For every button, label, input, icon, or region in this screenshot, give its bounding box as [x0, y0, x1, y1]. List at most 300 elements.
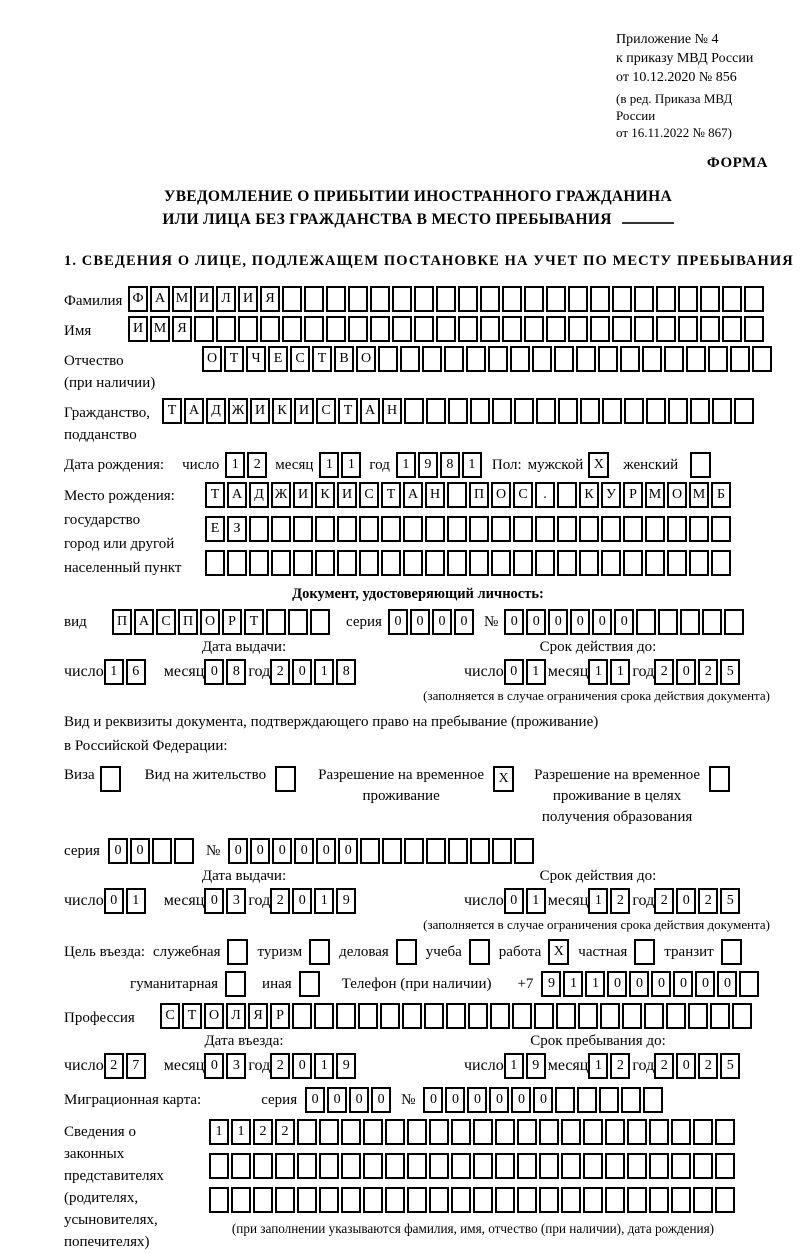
form-cell[interactable]: 0	[676, 888, 696, 914]
form-cell[interactable]	[407, 1153, 427, 1179]
purpose-transit-checkbox[interactable]	[721, 939, 742, 965]
form-cell[interactable]: Т	[162, 398, 182, 424]
form-cell[interactable]	[712, 398, 732, 424]
form-cell[interactable]	[535, 550, 555, 576]
form-cell[interactable]	[649, 1153, 669, 1179]
form-cell[interactable]	[360, 838, 380, 864]
form-cell[interactable]	[436, 316, 456, 342]
form-cell[interactable]	[209, 1153, 229, 1179]
form-cell[interactable]: М	[645, 482, 665, 508]
form-cell[interactable]: 1	[526, 659, 546, 685]
form-cell[interactable]	[689, 516, 709, 542]
form-cell[interactable]	[621, 1087, 641, 1113]
form-cell[interactable]	[152, 838, 172, 864]
form-cell[interactable]	[447, 550, 467, 576]
form-cell[interactable]: 2	[698, 1053, 718, 1079]
form-cell[interactable]: С	[160, 1003, 180, 1029]
form-cell[interactable]: 1	[504, 1053, 524, 1079]
form-cell[interactable]	[363, 1187, 383, 1213]
education-residence-checkbox[interactable]	[709, 766, 730, 792]
form-cell[interactable]	[744, 286, 764, 312]
form-cell[interactable]: 0	[504, 609, 524, 635]
representatives-row1-cells[interactable]	[209, 1119, 737, 1145]
form-cell[interactable]	[715, 1119, 735, 1145]
form-cell[interactable]	[513, 550, 533, 576]
form-cell[interactable]	[514, 398, 534, 424]
form-cell[interactable]	[623, 550, 643, 576]
form-cell[interactable]: 0	[388, 609, 408, 635]
form-cell[interactable]	[554, 346, 574, 372]
form-cell[interactable]	[407, 1187, 427, 1213]
citizenship-cells[interactable]	[162, 398, 756, 424]
form-cell[interactable]	[602, 398, 622, 424]
form-cell[interactable]	[297, 1119, 317, 1145]
form-cell[interactable]: П	[178, 609, 198, 635]
form-cell[interactable]	[580, 398, 600, 424]
form-cell[interactable]: Ф	[128, 286, 148, 312]
form-cell[interactable]: 2	[270, 888, 290, 914]
form-cell[interactable]: 2	[654, 888, 674, 914]
form-cell[interactable]	[664, 346, 684, 372]
form-cell[interactable]: 1	[314, 888, 334, 914]
form-cell[interactable]	[385, 1187, 405, 1213]
form-cell[interactable]: 2	[610, 888, 630, 914]
form-cell[interactable]	[722, 286, 742, 312]
form-cell[interactable]	[381, 516, 401, 542]
form-cell[interactable]: Т	[381, 482, 401, 508]
form-cell[interactable]: 0	[371, 1087, 391, 1113]
form-cell[interactable]: 9	[336, 1053, 356, 1079]
form-cell[interactable]: 0	[292, 888, 312, 914]
form-cell[interactable]: 9	[418, 452, 438, 478]
form-cell[interactable]: 1	[585, 971, 605, 997]
form-cell[interactable]	[583, 1153, 603, 1179]
form-cell[interactable]: 0	[316, 838, 336, 864]
form-cell[interactable]: Б	[711, 482, 731, 508]
form-cell[interactable]	[491, 550, 511, 576]
form-cell[interactable]: 0	[511, 1087, 531, 1113]
purpose-study-checkbox[interactable]	[469, 939, 490, 965]
birth-year-cells[interactable]	[396, 452, 484, 478]
form-cell[interactable]	[458, 316, 478, 342]
surname-cells[interactable]	[128, 286, 766, 312]
form-cell[interactable]: О	[204, 1003, 224, 1029]
form-cell[interactable]	[590, 316, 610, 342]
form-cell[interactable]	[473, 1153, 493, 1179]
form-cell[interactable]	[624, 398, 644, 424]
form-cell[interactable]: Т	[312, 346, 332, 372]
entry-month-cells[interactable]	[204, 1053, 248, 1079]
form-cell[interactable]	[326, 316, 346, 342]
form-cell[interactable]: Р	[623, 482, 643, 508]
form-cell[interactable]: 0	[651, 971, 671, 997]
form-cell[interactable]	[447, 516, 467, 542]
form-cell[interactable]	[495, 1187, 515, 1213]
form-cell[interactable]	[502, 316, 522, 342]
form-cell[interactable]	[359, 516, 379, 542]
form-cell[interactable]	[297, 1153, 317, 1179]
form-cell[interactable]: 2	[270, 1053, 290, 1079]
form-cell[interactable]	[404, 398, 424, 424]
form-cell[interactable]	[671, 1153, 691, 1179]
form-cell[interactable]: О	[200, 609, 220, 635]
form-cell[interactable]: О	[202, 346, 222, 372]
form-cell[interactable]: С	[359, 482, 379, 508]
form-cell[interactable]	[558, 398, 578, 424]
form-cell[interactable]: 1	[209, 1119, 229, 1145]
form-cell[interactable]: З	[227, 516, 247, 542]
form-cell[interactable]	[480, 286, 500, 312]
form-cell[interactable]	[634, 316, 654, 342]
form-cell[interactable]	[392, 286, 412, 312]
form-cell[interactable]	[451, 1187, 471, 1213]
form-cell[interactable]	[576, 346, 596, 372]
form-cell[interactable]: 1	[341, 452, 361, 478]
form-cell[interactable]	[693, 1119, 713, 1145]
form-cell[interactable]	[319, 1119, 339, 1145]
form-cell[interactable]: П	[469, 482, 489, 508]
form-cell[interactable]: 0	[108, 838, 128, 864]
form-cell[interactable]: 6	[126, 659, 146, 685]
form-cell[interactable]: 2	[698, 888, 718, 914]
form-cell[interactable]	[646, 398, 666, 424]
form-cell[interactable]	[341, 1153, 361, 1179]
form-cell[interactable]	[645, 550, 665, 576]
form-cell[interactable]: 0	[607, 971, 627, 997]
form-cell[interactable]	[656, 286, 676, 312]
form-cell[interactable]	[734, 398, 754, 424]
form-cell[interactable]	[678, 286, 698, 312]
form-cell[interactable]	[724, 609, 744, 635]
form-cell[interactable]: Д	[249, 482, 269, 508]
form-cell[interactable]	[601, 516, 621, 542]
form-cell[interactable]	[561, 1187, 581, 1213]
form-cell[interactable]: Р	[270, 1003, 290, 1029]
form-cell[interactable]	[326, 286, 346, 312]
form-cell[interactable]: 0	[130, 838, 150, 864]
form-cell[interactable]	[539, 1153, 559, 1179]
form-cell[interactable]	[555, 1087, 575, 1113]
form-cell[interactable]: Я	[172, 316, 192, 342]
form-cell[interactable]	[468, 1003, 488, 1029]
form-cell[interactable]	[556, 1003, 576, 1029]
form-cell[interactable]	[314, 1003, 334, 1029]
form-cell[interactable]	[403, 550, 423, 576]
form-cell[interactable]	[282, 316, 302, 342]
form-cell[interactable]: 0	[204, 888, 224, 914]
form-cell[interactable]	[363, 1153, 383, 1179]
form-cell[interactable]	[469, 516, 489, 542]
form-cell[interactable]: 0	[629, 971, 649, 997]
form-cell[interactable]: 0	[445, 1087, 465, 1113]
form-cell[interactable]	[732, 1003, 752, 1029]
form-cell[interactable]	[297, 1187, 317, 1213]
permit-series-cells[interactable]	[108, 838, 196, 864]
form-cell[interactable]	[488, 346, 508, 372]
form-cell[interactable]	[194, 316, 214, 342]
form-cell[interactable]	[534, 1003, 554, 1029]
form-cell[interactable]	[577, 1087, 597, 1113]
form-cell[interactable]: Я	[260, 286, 280, 312]
form-cell[interactable]	[470, 838, 490, 864]
doc-issue-month-cells[interactable]	[204, 659, 248, 685]
entry-year-cells[interactable]	[270, 1053, 358, 1079]
form-cell[interactable]	[275, 1153, 295, 1179]
form-cell[interactable]	[642, 346, 662, 372]
form-cell[interactable]	[700, 316, 720, 342]
form-cell[interactable]: О	[667, 482, 687, 508]
form-cell[interactable]: 2	[610, 1053, 630, 1079]
form-cell[interactable]	[448, 398, 468, 424]
form-cell[interactable]: О	[491, 482, 511, 508]
form-cell[interactable]	[315, 516, 335, 542]
form-cell[interactable]: 0	[292, 659, 312, 685]
form-cell[interactable]	[492, 838, 512, 864]
form-cell[interactable]	[402, 1003, 422, 1029]
form-cell[interactable]	[451, 1153, 471, 1179]
form-cell[interactable]: 2	[270, 659, 290, 685]
form-cell[interactable]	[337, 550, 357, 576]
form-cell[interactable]	[532, 346, 552, 372]
form-cell[interactable]	[238, 316, 258, 342]
purpose-private-checkbox[interactable]	[634, 939, 655, 965]
form-cell[interactable]: И	[128, 316, 148, 342]
form-cell[interactable]	[644, 1003, 664, 1029]
form-cell[interactable]: 0	[592, 609, 612, 635]
form-cell[interactable]: У	[601, 482, 621, 508]
form-cell[interactable]: 3	[226, 888, 246, 914]
form-cell[interactable]: Т	[244, 609, 264, 635]
form-cell[interactable]	[319, 1153, 339, 1179]
form-cell[interactable]	[620, 346, 640, 372]
form-cell[interactable]: 8	[440, 452, 460, 478]
form-cell[interactable]	[708, 346, 728, 372]
form-cell[interactable]: С	[316, 398, 336, 424]
form-cell[interactable]	[643, 1087, 663, 1113]
form-cell[interactable]	[480, 316, 500, 342]
form-cell[interactable]	[715, 1187, 735, 1213]
doc-type-cells[interactable]	[112, 609, 332, 635]
form-cell[interactable]: 0	[410, 609, 430, 635]
form-cell[interactable]	[634, 286, 654, 312]
form-cell[interactable]	[470, 398, 490, 424]
form-cell[interactable]: 2	[275, 1119, 295, 1145]
form-cell[interactable]	[275, 1187, 295, 1213]
form-cell[interactable]	[578, 1003, 598, 1029]
form-cell[interactable]	[446, 1003, 466, 1029]
form-cell[interactable]: 2	[253, 1119, 273, 1145]
sex-female-checkbox[interactable]	[690, 452, 711, 478]
purpose-humanitarian-checkbox[interactable]	[225, 971, 246, 997]
form-cell[interactable]	[209, 1187, 229, 1213]
form-cell[interactable]	[605, 1153, 625, 1179]
form-cell[interactable]	[568, 316, 588, 342]
form-cell[interactable]	[598, 346, 618, 372]
stay-day-cells[interactable]	[504, 1053, 548, 1079]
doc-expiry-day-cells[interactable]	[504, 659, 548, 685]
form-cell[interactable]	[304, 286, 324, 312]
form-cell[interactable]: А	[360, 398, 380, 424]
form-cell[interactable]: .	[535, 482, 555, 508]
form-cell[interactable]	[600, 1003, 620, 1029]
form-cell[interactable]: 0	[272, 838, 292, 864]
form-cell[interactable]	[711, 550, 731, 576]
form-cell[interactable]	[513, 516, 533, 542]
form-cell[interactable]	[425, 550, 445, 576]
form-cell[interactable]	[702, 609, 722, 635]
form-cell[interactable]	[710, 1003, 730, 1029]
form-cell[interactable]	[266, 609, 286, 635]
patronymic-cells[interactable]	[202, 346, 774, 372]
form-cell[interactable]	[490, 1003, 510, 1029]
form-cell[interactable]: М	[150, 316, 170, 342]
form-cell[interactable]	[458, 286, 478, 312]
form-cell[interactable]	[404, 838, 424, 864]
birthplace-row3-cells[interactable]	[205, 550, 733, 576]
form-cell[interactable]: 1	[526, 888, 546, 914]
form-cell[interactable]	[174, 838, 194, 864]
form-cell[interactable]	[231, 1153, 251, 1179]
form-cell[interactable]	[358, 1003, 378, 1029]
form-cell[interactable]: Ж	[271, 482, 291, 508]
form-cell[interactable]	[539, 1119, 559, 1145]
form-cell[interactable]	[599, 1087, 619, 1113]
entry-day-cells[interactable]	[104, 1053, 148, 1079]
form-cell[interactable]	[546, 316, 566, 342]
form-cell[interactable]	[403, 516, 423, 542]
form-cell[interactable]	[422, 346, 442, 372]
form-cell[interactable]: 0	[717, 971, 737, 997]
form-cell[interactable]	[512, 1003, 532, 1029]
form-cell[interactable]: 1	[462, 452, 482, 478]
birthplace-row2-cells[interactable]	[205, 516, 733, 542]
form-cell[interactable]: 0	[454, 609, 474, 635]
form-cell[interactable]	[370, 286, 390, 312]
form-cell[interactable]	[524, 286, 544, 312]
form-cell[interactable]	[502, 286, 522, 312]
form-cell[interactable]: Т	[224, 346, 244, 372]
visa-checkbox[interactable]	[100, 766, 121, 792]
form-cell[interactable]	[348, 286, 368, 312]
permit-issue-day-cells[interactable]	[104, 888, 148, 914]
form-cell[interactable]	[744, 316, 764, 342]
form-cell[interactable]: Ч	[246, 346, 266, 372]
form-cell[interactable]: 1	[396, 452, 416, 478]
form-cell[interactable]: П	[112, 609, 132, 635]
form-cell[interactable]	[568, 286, 588, 312]
form-cell[interactable]	[517, 1153, 537, 1179]
purpose-business-checkbox[interactable]	[396, 939, 417, 965]
form-cell[interactable]: С	[513, 482, 533, 508]
form-cell[interactable]	[448, 838, 468, 864]
migration-number-cells[interactable]	[423, 1087, 665, 1113]
form-cell[interactable]	[671, 1119, 691, 1145]
form-cell[interactable]	[671, 1187, 691, 1213]
form-cell[interactable]	[623, 516, 643, 542]
sex-male-checkbox[interactable]: X	[588, 452, 609, 478]
form-cell[interactable]	[680, 609, 700, 635]
form-cell[interactable]: 1	[314, 1053, 334, 1079]
form-cell[interactable]: 0	[104, 888, 124, 914]
form-cell[interactable]	[205, 550, 225, 576]
form-cell[interactable]	[414, 286, 434, 312]
form-cell[interactable]	[658, 609, 678, 635]
form-cell[interactable]	[337, 516, 357, 542]
form-cell[interactable]	[590, 286, 610, 312]
form-cell[interactable]	[752, 346, 772, 372]
form-cell[interactable]: Л	[216, 286, 236, 312]
form-cell[interactable]	[612, 286, 632, 312]
form-cell[interactable]: С	[156, 609, 176, 635]
form-cell[interactable]	[469, 550, 489, 576]
doc-expiry-month-cells[interactable]	[588, 659, 632, 685]
form-cell[interactable]: К	[272, 398, 292, 424]
birthplace-row1-cells[interactable]	[205, 482, 733, 508]
form-cell[interactable]: 0	[338, 838, 358, 864]
form-cell[interactable]	[517, 1187, 537, 1213]
form-cell[interactable]: К	[579, 482, 599, 508]
representatives-row2-cells[interactable]	[209, 1153, 737, 1179]
form-cell[interactable]: В	[334, 346, 354, 372]
form-cell[interactable]	[535, 516, 555, 542]
form-cell[interactable]: 0	[423, 1087, 443, 1113]
form-cell[interactable]	[666, 1003, 686, 1029]
form-cell[interactable]	[315, 550, 335, 576]
form-cell[interactable]	[601, 550, 621, 576]
form-cell[interactable]: 2	[654, 1053, 674, 1079]
form-cell[interactable]	[649, 1119, 669, 1145]
form-cell[interactable]	[473, 1187, 493, 1213]
form-cell[interactable]: Е	[205, 516, 225, 542]
form-cell[interactable]	[231, 1187, 251, 1213]
purpose-official-checkbox[interactable]	[227, 939, 248, 965]
form-cell[interactable]	[693, 1153, 713, 1179]
form-cell[interactable]	[292, 1003, 312, 1029]
form-cell[interactable]: И	[238, 286, 258, 312]
form-cell[interactable]	[253, 1153, 273, 1179]
form-cell[interactable]: Н	[425, 482, 445, 508]
form-cell[interactable]	[536, 398, 556, 424]
form-cell[interactable]	[444, 346, 464, 372]
form-cell[interactable]: 1	[588, 659, 608, 685]
form-cell[interactable]: 9	[541, 971, 561, 997]
form-cell[interactable]: К	[315, 482, 335, 508]
form-cell[interactable]	[319, 1187, 339, 1213]
form-cell[interactable]: 2	[698, 659, 718, 685]
doc-issue-day-cells[interactable]	[104, 659, 148, 685]
form-cell[interactable]	[700, 286, 720, 312]
form-cell[interactable]: Р	[222, 609, 242, 635]
form-cell[interactable]: 0	[327, 1087, 347, 1113]
form-cell[interactable]	[473, 1119, 493, 1145]
form-cell[interactable]	[649, 1187, 669, 1213]
form-cell[interactable]: 1	[319, 452, 339, 478]
form-cell[interactable]	[310, 609, 330, 635]
stay-month-cells[interactable]	[588, 1053, 632, 1079]
birth-month-cells[interactable]	[319, 452, 363, 478]
form-cell[interactable]: 1	[588, 888, 608, 914]
form-cell[interactable]	[583, 1187, 603, 1213]
form-cell[interactable]	[249, 550, 269, 576]
form-cell[interactable]: А	[227, 482, 247, 508]
form-cell[interactable]	[429, 1187, 449, 1213]
form-cell[interactable]	[561, 1153, 581, 1179]
form-cell[interactable]	[605, 1187, 625, 1213]
form-cell[interactable]: 0	[204, 1053, 224, 1079]
migration-series-cells[interactable]	[305, 1087, 393, 1113]
form-cell[interactable]	[288, 609, 308, 635]
representatives-row3-cells[interactable]	[209, 1187, 737, 1213]
